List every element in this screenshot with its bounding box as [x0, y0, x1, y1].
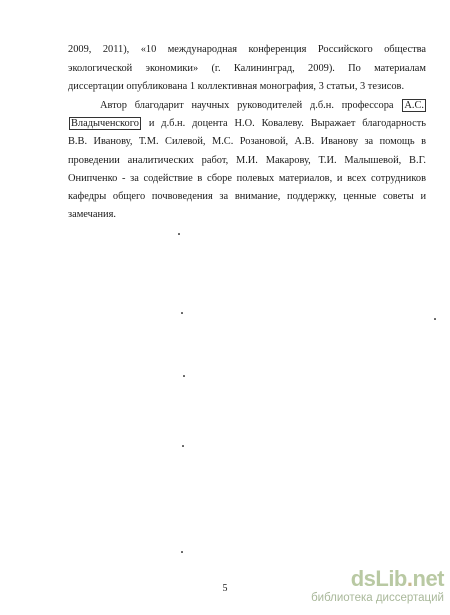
text-line: кафедры общего почвоведения за внимание, поддержку, ценные советы и	[68, 191, 426, 202]
text-line: диссертации опубликована 1 коллективная монография, 3 статьи, 3 тезисов.	[68, 81, 405, 92]
watermark-logo-dot: .	[406, 566, 413, 591]
text-fragment: Автор благодарит научных руководителей д.б.н. профессора	[100, 100, 394, 111]
text-line: замечания.	[68, 209, 116, 220]
page-number: 5	[222, 583, 228, 594]
watermark-subtitle: библиотека диссертаций	[311, 592, 444, 604]
scan-speck	[178, 233, 180, 235]
scan-speck	[434, 318, 436, 320]
scan-speck	[182, 445, 184, 447]
boxed-name-fragment: А.С.	[404, 100, 424, 111]
text-line: Онипченко - за содействие в сборе полевых материалов, и всех сотрудников	[68, 173, 426, 184]
scan-speck	[181, 312, 183, 314]
watermark-logo-main: dsLib	[350, 566, 407, 591]
watermark	[311, 567, 444, 605]
text-line: проведении аналитических работ, М.И. Макарову, Т.И. Малышевой, В.Г.	[68, 155, 426, 166]
text-line	[68, 117, 426, 130]
watermark-logo-tld: net	[412, 566, 444, 591]
text-fragment: и д.б.н. доцента Н.О. Ковалеву. Выражает благодарность	[148, 118, 426, 129]
watermark-logo	[311, 567, 444, 591]
boxed-name-fragment: Владыченского	[71, 118, 139, 129]
text-line: 2009, 2011), «10 международная конференция Российского общества	[68, 44, 426, 55]
text-line: В.В. Иванову, Т.М. Силевой, М.С. Розановой, А.В. Иванову за помощь в	[68, 136, 426, 147]
scan-speck	[183, 375, 185, 377]
text-line	[100, 99, 427, 112]
text-line: экологической экономики» (г. Калининград, 2009). По материалам	[68, 63, 426, 74]
scan-speck	[181, 551, 183, 553]
